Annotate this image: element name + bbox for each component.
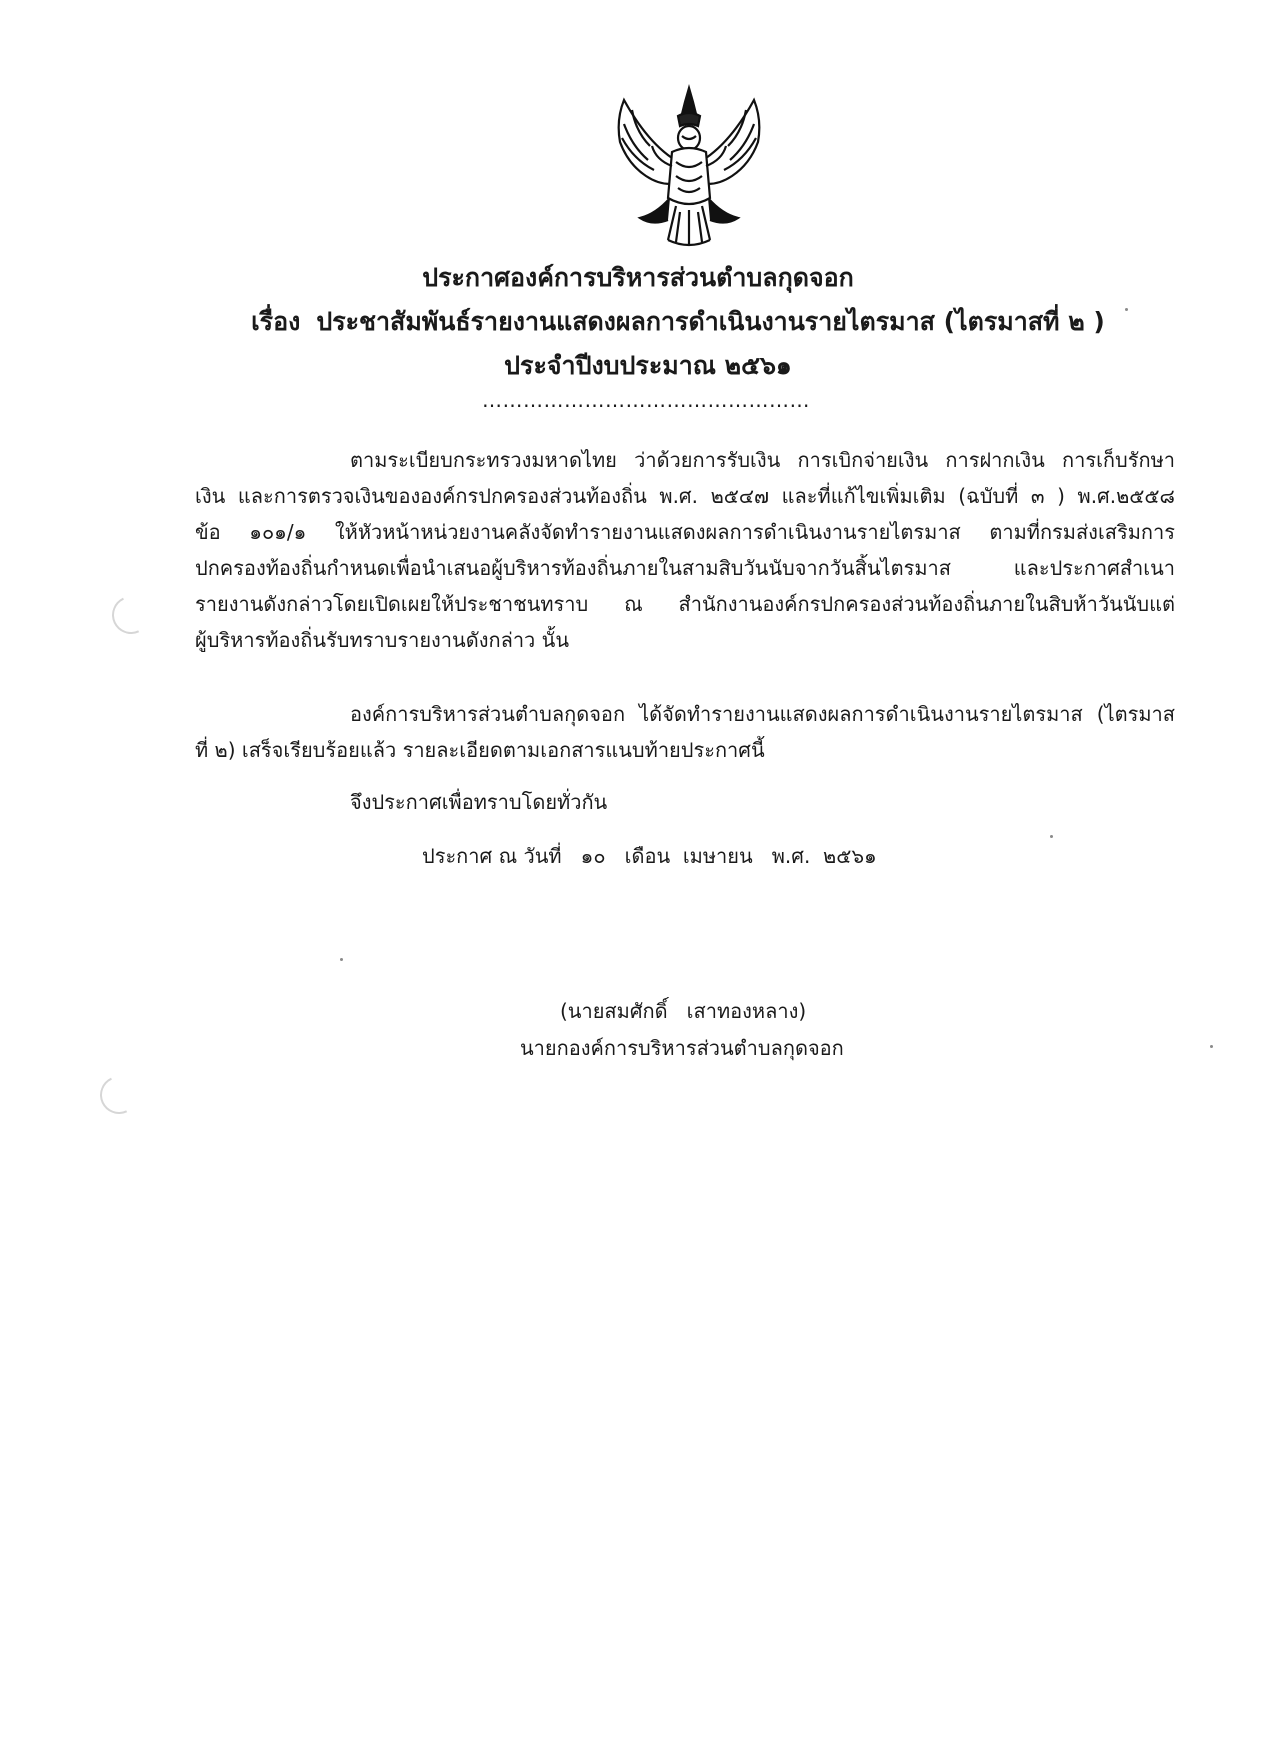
paragraph2-line: องค์การบริหารส่วนตำบลกุดจอก ได้จัดทำรายงานแสดงผลการดำเนินงานรายไตรมาส (ไตรมาส [350, 702, 1175, 726]
fiscal-year-line: ประจำปีงบประมาณ ๒๕๖๑ [504, 351, 792, 380]
paragraph1-line: เงิน และการตรวจเงินขององค์กรปกครองส่วนท้องถิ่น พ.ศ. ๒๕๔๗ และที่แก้ไขเพิ่มเติม (ฉบับที่ ๓ ) พ.ศ.๒๕๕๘ [195, 484, 1175, 508]
scan-speck [1050, 835, 1053, 838]
paragraph2-line: ที่ ๒) เสร็จเรียบร้อยแล้ว รายละเอียดตามเอกสารแนบท้ายประกาศนี้ [195, 738, 765, 762]
paragraph1-line: ตามระเบียบกระทรวงมหาดไทย ว่าด้วยการรับเงิน การเบิกจ่ายเงิน การฝากเงิน การเก็บรักษา [350, 448, 1175, 472]
subject-label: เรื่อง [251, 307, 301, 336]
garuda-emblem-icon [606, 80, 772, 250]
subject-text: ประชาสัมพันธ์รายงานแสดงผลการดำเนินงานรายไตรมาส (ไตรมาสที่ ๒ ) [316, 307, 1105, 336]
punch-hole-mark [95, 1071, 144, 1120]
paragraph1-line: ปกครองท้องถิ่นกำหนดเพื่อนำเสนอผู้บริหารท้องถิ่นภายในสามสิบวันนับจากวันสิ้นไตรมาส และประกาศสำเนา [195, 556, 1175, 580]
paragraph1-line: ข้อ ๑๐๑/๑ ให้หัวหน้าหน่วยงานคลังจัดทำรายงานแสดงผลการดำเนินงานรายไตรมาส ตามที่กรมส่งเสริมการ [195, 520, 1175, 544]
signatory-position: นายกองค์การบริหารส่วนตำบลกุดจอก [520, 1036, 844, 1060]
punch-hole-mark [107, 591, 156, 640]
closing-line: จึงประกาศเพื่อทราบโดยทั่วกัน [350, 790, 608, 814]
scan-speck [1125, 308, 1128, 311]
date-line: ประกาศ ณ วันที่ ๑๐ เดือน เมษายน พ.ศ. ๒๕๖๑ [422, 844, 877, 868]
announcement-title: ประกาศองค์การบริหารส่วนตำบลกุดจอก [422, 263, 854, 292]
dotted-separator: ………………………………………… [482, 388, 810, 412]
scan-speck [340, 958, 343, 961]
announcement-subject [40, 302, 1276, 342]
scan-speck [1210, 1045, 1213, 1048]
signatory-name: (นายสมศักดิ์ เสาทองหลาง) [560, 999, 807, 1023]
paragraph1-line: รายงานดังกล่าวโดยเปิดเผยให้ประชาชนทราบ ณ สำนักงานองค์กรปกครองส่วนท้องถิ่นภายในสิบห้าวันนับแต่ [195, 592, 1175, 616]
paragraph1-line: ผู้บริหารท้องถิ่นรับทราบรายงานดังกล่าว นั้น [195, 628, 569, 652]
